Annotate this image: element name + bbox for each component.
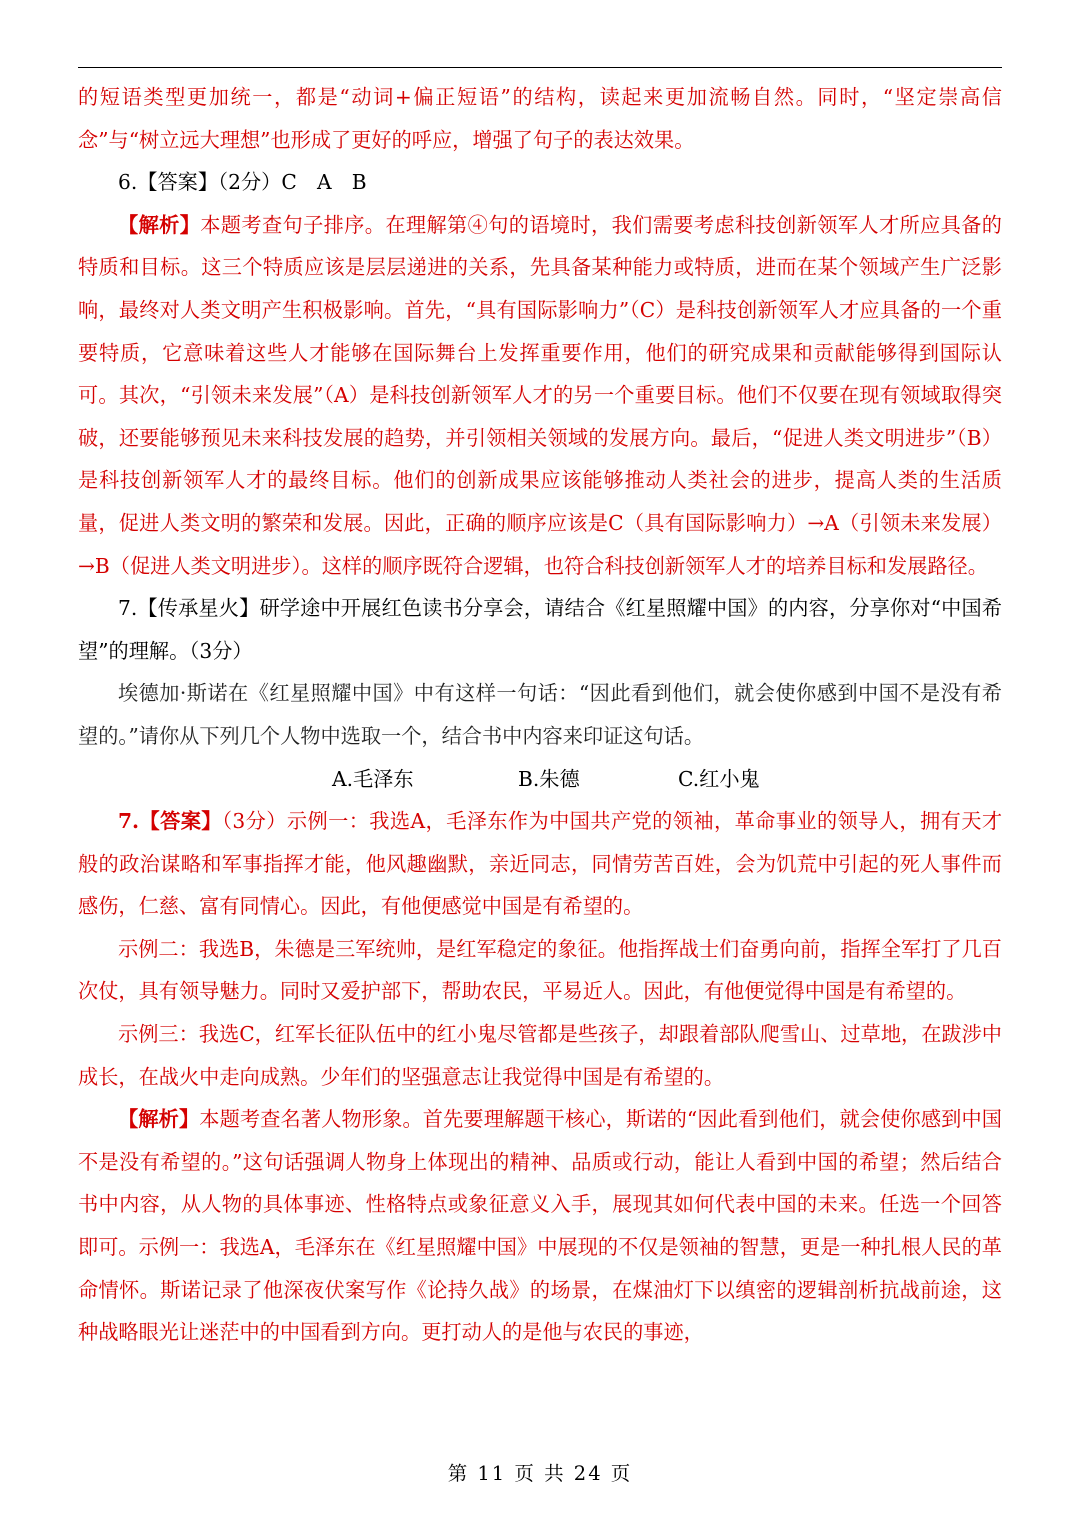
analysis-6-text: 本题考查句子排序。在理解第④句的语境时，我们需要考虑科技创新领军人才所应具备的特质和目标。这三个特质应该是层层递进的关系，先具备某种能力或特质，进而在某个领域产生广泛影响，最终对人类文明产生积极影响。首先，“具有国际影响力”（C）是科技创新领军人才应具备的一个重要特质，它意味着这些人才能够在国际舞台上发挥重要作用，他们的研究成果和贡献能够得到国际认可。其次，“引领未来发展”（A）是科技创新领军人才的另一个重要目标。他们不仅要在现有领域取得突破，还要能够预见未来科技发展的趋势，并引领相关领域的发展方向。最后，“促进人类文明进步”（B）是科技创新领军人才的最终目标。他们的创新成果应该能够推动人类社会的进步，提高人类的生活质量，促进人类文明的繁荣和发展。因此，正确的顺序应该是C（具有国际影响力）→A（引领未来发展）→B（促进人类文明进步）。这样的顺序既符合逻辑，也符合科技创新领军人才的培养目标和发展路径。 [78, 212, 1002, 578]
answer-7-example-3: 示例三：我选C，红军长征队伍中的红小鬼尽管都是些孩子，却跟着部队爬雪山、过草地，在跋涉中成长，在战火中走向成熟。少年们的坚强意志让我觉得中国是有希望的。 [78, 1022, 1002, 1089]
analysis-7-label: 【解析】 [118, 1107, 200, 1132]
answer-7-text: （3分）示例一：我选A，毛泽东作为中国共产党的领袖，革命事业的领导人，拥有天才般的政治谋略和军事指挥才能，他风趣幽默，亲近同志，同情劳苦百姓，会为饥荒中引起的死人事件而感伤，仁慈、富有同情心。因此，有他便感觉中国是有希望的。 [78, 809, 1003, 919]
choice-c: C.红小鬼 [678, 766, 760, 791]
analysis-7-text: 本题考查名著人物形象。首先要理解题干核心，斯诺的“因此看到他们，就会使你感到中国不是没有希望的。”这句话强调人物身上体现出的精神、品质或行动，能让人看到中国的希望；然后结合书中内容，从人物的具体事迹、性格特点或象征意义入手，展现其如何代表中国的未来。任选一个回答即可。示例一：我选A，毛泽东在《红星照耀中国》中展现的不仅是领袖的智慧，更是一种扎根人民的革命情怀。斯诺记录了他深夜伏案写作《论持久战》的场景，在煤油灯下以缜密的逻辑剖析抗战前途，这种战略眼光让迷茫中的中国看到方向。更打动人的是他与农民的事迹， [78, 1107, 1002, 1345]
answer-6-text: （2分）C A B [218, 170, 367, 195]
analysis-6-label: 【解析】 [118, 212, 201, 237]
page-number: 第 11 页 共 24 页 [447, 1462, 633, 1485]
choice-a: A.毛泽东 [332, 766, 414, 791]
choice-b: B.朱德 [518, 766, 580, 791]
answer-6 [78, 161, 1002, 204]
answer-7-label: 7.【答案】 [118, 809, 222, 834]
question-7: 7.【传承星火】研学途中开展红色读书分享会，请结合《红星照耀中国》的内容，分享你对“中国希望”的理解。（3分） [78, 596, 1002, 663]
analysis-7 [78, 1098, 1002, 1354]
question-7-material: 埃德加·斯诺在《红星照耀中国》中有这样一句话：“因此看到他们，就会使你感到中国不是没有希望的。”请你从下列几个人物中选取一个，结合书中内容来印证这句话。 [78, 681, 1002, 748]
page-content [78, 76, 1002, 1354]
answer-continuation: 的短语类型更加统一，都是“动词+偏正短语”的结构，读起来更加流畅自然。同时，“坚定崇高信念”与“树立远大理想”也形成了更好的呼应，增强了句子的表达效果。 [78, 85, 1002, 152]
header-rule [78, 67, 1002, 68]
question-7-choices [78, 758, 1002, 801]
analysis-6 [78, 204, 1002, 587]
answer-7-example-2: 示例二：我选B，朱德是三军统帅，是红军稳定的象征。他指挥战士们奋勇向前，指挥全军打了几百次仗，具有领导魅力。同时又爱护部下，帮助农民，平易近人。因此，有他便觉得中国是有希望的。 [78, 936, 1002, 1004]
answer-6-label: 6.【答案】 [118, 170, 219, 195]
answer-7 [78, 800, 1002, 928]
